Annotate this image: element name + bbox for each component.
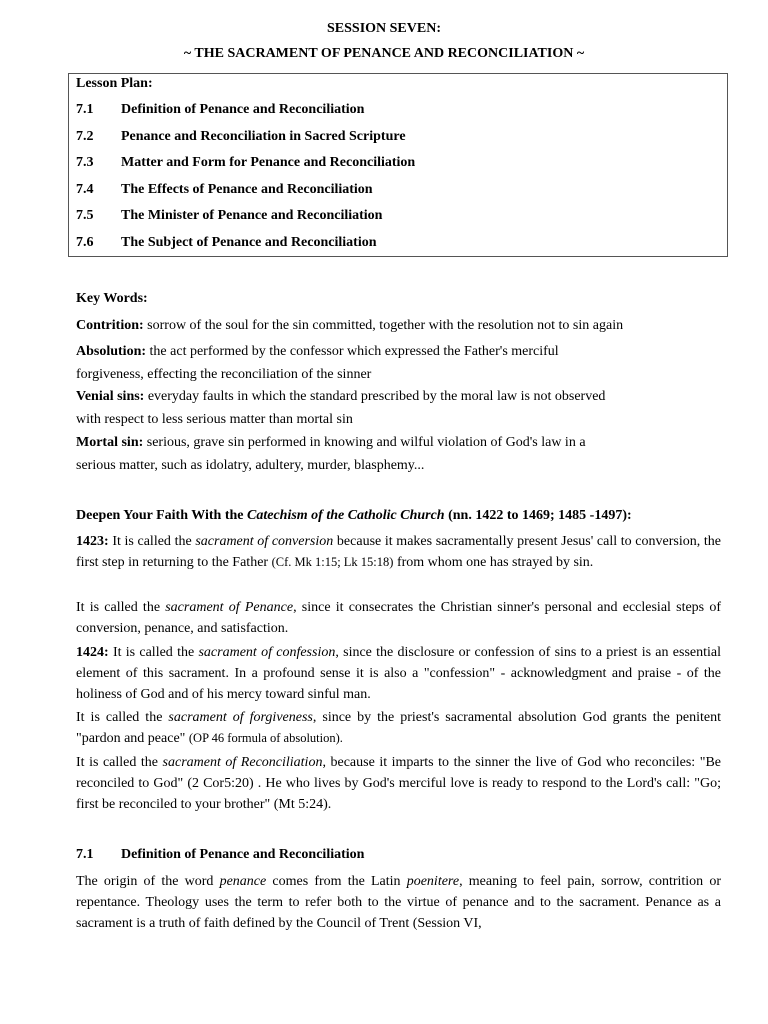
key-word-absolution-cont: forgiveness, effecting the reconciliation of the sinner [76,367,372,382]
lesson-plan-title: Lesson Plan: [76,76,153,91]
item-label: Penance and Reconciliation in Sacred Scripture [121,129,406,144]
definition: sorrow of the soul for the sin committed, together with the resolution not to sin again [143,318,624,333]
item-number: 7.6 [76,235,94,250]
key-words-heading: Key Words: [76,291,148,306]
key-word-mortal-cont: serious matter, such as idolatry, adultery, murder, blasphemy... [76,458,425,473]
term: Mortal sin: [76,435,144,450]
key-word-venial-cont: with respect to less serious matter than mortal sin [76,412,353,427]
paragraph-number: 1423: [76,534,109,549]
section-number: 7.1 [76,847,94,862]
catechism-paragraph-penance: It is called the sacrament of Penance, since it consecrates the Christian sinner's personal and ecclesial steps of conversion, penance, and satisfaction. [76,600,721,636]
item-label: Matter and Form for Penance and Reconciliation [121,155,416,170]
item-number: 7.5 [76,208,94,223]
lesson-plan-item [76,235,377,251]
item-label: The Subject of Penance and Reconciliation [121,235,377,250]
item-label: The Minister of Penance and Reconciliation [121,208,383,223]
lesson-plan-item [76,155,415,171]
term: Contrition: [76,318,144,333]
section-heading-7-1 [76,847,364,863]
key-word-venial [76,389,605,405]
page-title: ~ THE SACRAMENT OF PENANCE AND RECONCILIATION ~ [183,46,585,61]
catechism-title: Catechism of the Catholic Church [247,508,445,523]
item-label: Definition of Penance and Reconciliation [121,102,365,117]
definition: everyday faults in which the standard prescribed by the moral law is not observed [144,389,606,404]
item-number: 7.2 [76,129,94,144]
key-word-contrition [76,318,623,334]
item-number: 7.1 [76,102,94,117]
catechism-heading: Deepen Your Faith With the Catechism of the Catholic Church (nn. 1422 to 1469; 1485 -1497): [76,508,632,523]
catechism-paragraph-1423: 1423: It is called the sacrament of conversion because it makes sacramentally present Jesus' call to conversion, the first step in returning to the Father (Cf. Mk 1:15; Lk 15:18) from whom one has strayed by sin. [76,534,721,570]
term: Venial sins: [76,389,145,404]
catechism-paragraph-1424: 1424: It is called the sacrament of confession, since the disclosure or confession of sins to a priest is an essential element of this sacrament. In a profound sense it is also a "confession" - acknowledgment and praise - of the holiness of God and of his mercy toward sinful man. [76,645,721,702]
item-number: 7.3 [76,155,94,170]
session-label: SESSION SEVEN: [327,21,441,36]
definition: serious, grave sin performed in knowing and wilful violation of God's law in a [143,435,586,450]
section-7-1-paragraph: The origin of the word penance comes from the Latin poenitere, meaning to feel pain, sorrow, contrition or repentance. Theology uses the term to refer both to the virtue of penance and to the sacrament. Penance as a sacrament is a truth of faith defined by the Council of Trent (Session VI, [76,874,721,931]
term: Absolution: [76,344,147,359]
lesson-plan-item [76,182,373,198]
lesson-plan-item [76,102,364,118]
lesson-plan-box [68,73,728,257]
catechism-paragraph-reconciliation: It is called the sacrament of Reconciliation, because it imparts to the sinner the live of God who reconciles: "Be reconciled to God" (2 Cor5:20) . He who lives by God's merciful love is ready to respond to the Lord's call: "Go; first be reconciled to your brother" (Mt 5:24). [76,755,721,812]
section-title: Definition of Penance and Reconciliation [121,847,365,862]
key-word-mortal [76,435,586,451]
citation: (Cf. Mk 1:15; Lk 15:18) [271,555,394,569]
item-number: 7.4 [76,182,94,197]
catechism-paragraph-forgiveness: It is called the sacrament of forgiveness, since by the priest's sacramental absolution God grants the penitent "pardon and peace" (OP 46 formula of absolution). [76,710,721,746]
lesson-plan-item [76,208,382,224]
citation: (OP 46 formula of absolution). [188,731,343,745]
item-label: The Effects of Penance and Reconciliation [121,182,373,197]
key-word-absolution [76,344,559,360]
definition: the act performed by the confessor which expressed the Father's merciful [146,344,559,359]
paragraph-number: 1424: [76,645,109,660]
lesson-plan-item [76,129,406,145]
